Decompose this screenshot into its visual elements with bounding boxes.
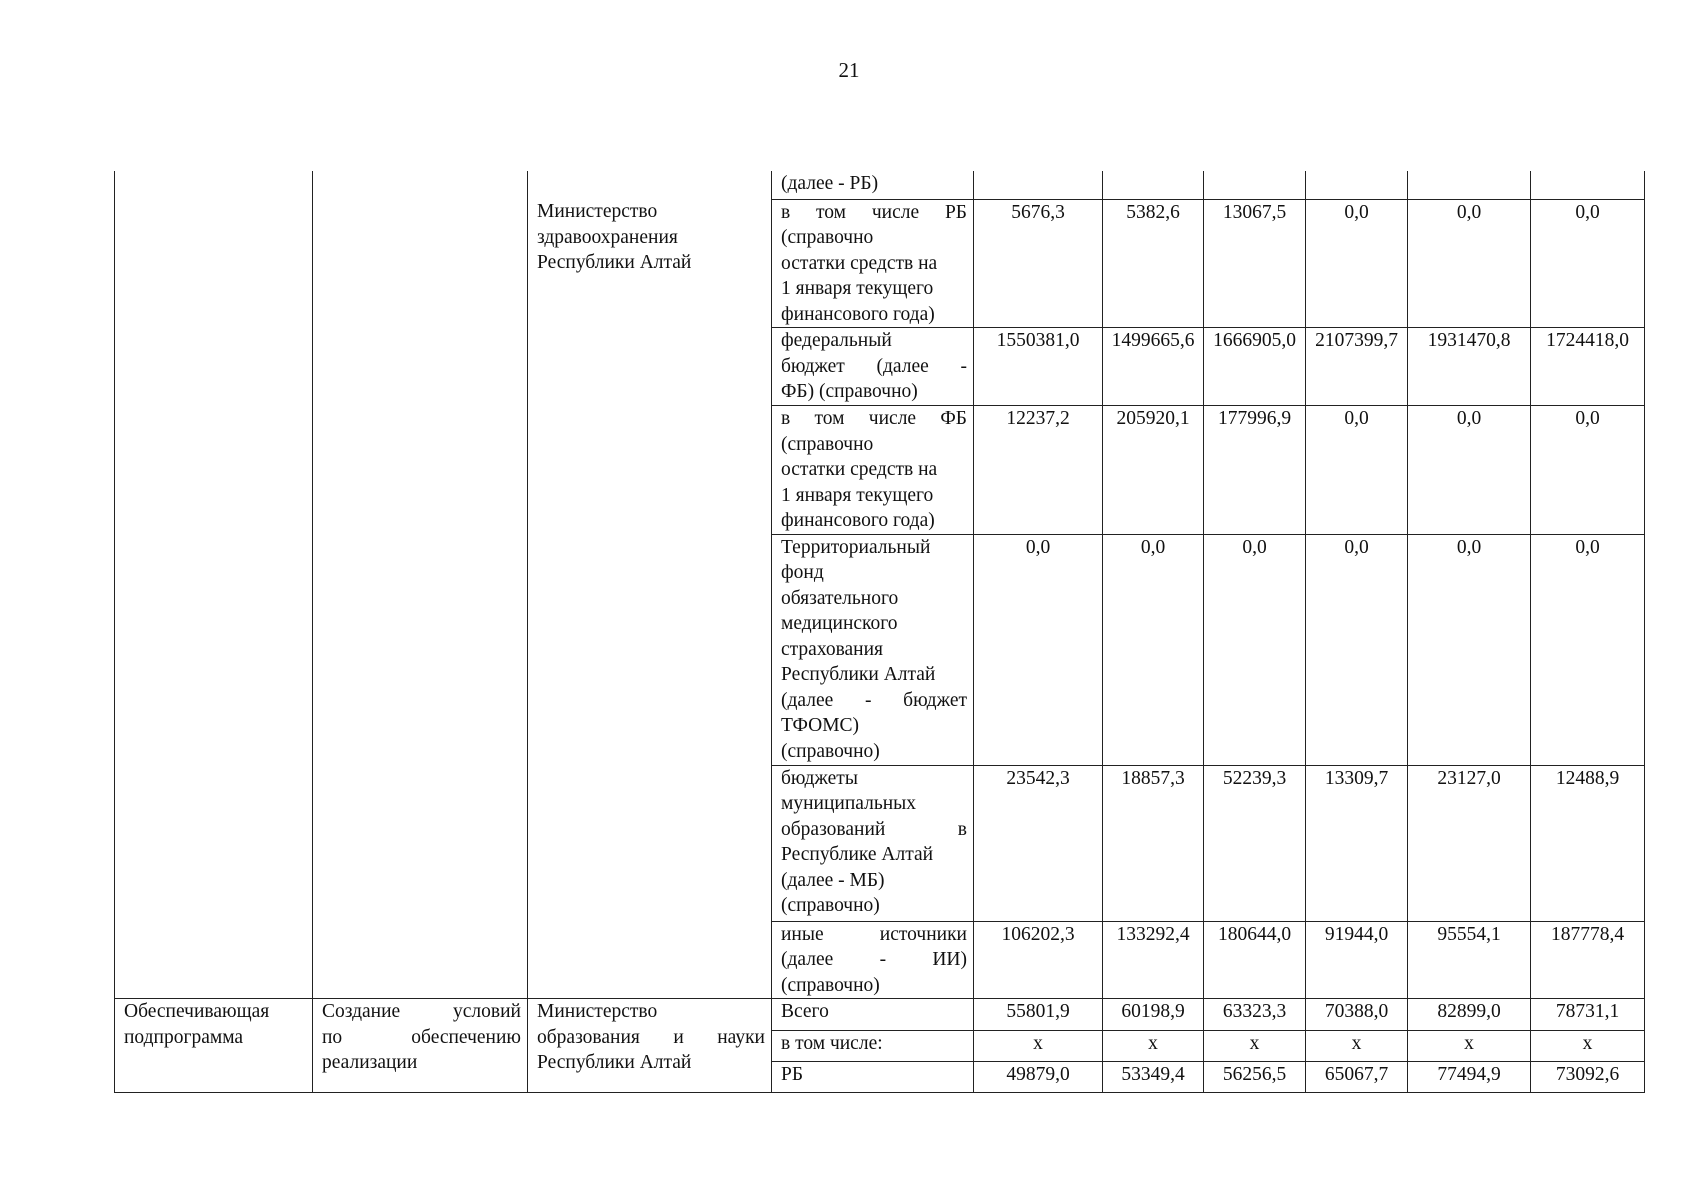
funding-source-line: (далее - бюджет bbox=[781, 689, 967, 711]
funding-source-cell bbox=[772, 534, 974, 765]
funding-source-line: (справочно) bbox=[781, 895, 880, 916]
funding-source-line: страхования bbox=[781, 638, 884, 660]
funding-source-line: (далее - ИИ) bbox=[781, 949, 967, 970]
value-cell-year-6: 78731,1 bbox=[1531, 999, 1645, 1031]
value-cell-year-5: 95554,1 bbox=[1408, 921, 1531, 999]
value-cell-year-5: 0,0 bbox=[1408, 406, 1531, 535]
funding-source-line: в том числе РБ bbox=[781, 201, 967, 223]
upper-block bbox=[115, 171, 1645, 999]
funding-source-cell bbox=[772, 328, 974, 406]
funding-source-line: бюджет (далее - bbox=[781, 355, 967, 377]
value-cell-year-5: 77494,9 bbox=[1408, 1062, 1531, 1093]
funding-source-line: (справочно bbox=[781, 227, 874, 248]
funding-source-line: (далее - РБ) bbox=[781, 173, 879, 194]
value-cell-year-4: 70388,0 bbox=[1306, 999, 1408, 1031]
measure-line: реализации bbox=[322, 1052, 418, 1073]
value-cell-year-6: 0,0 bbox=[1531, 406, 1645, 535]
measure-cell bbox=[313, 999, 528, 1093]
value-cell-year-6: 0,0 bbox=[1531, 534, 1645, 765]
funding-source-cell bbox=[772, 171, 974, 199]
funding-source-cell bbox=[772, 199, 974, 328]
value-cell-year-2: 0,0 bbox=[1103, 534, 1204, 765]
funding-source-line: (справочно) bbox=[781, 974, 880, 996]
organization-line: образования и науки bbox=[537, 1026, 765, 1048]
value-cell-year-5: 0,0 bbox=[1408, 199, 1531, 328]
funding-source-line: (справочно bbox=[781, 433, 874, 455]
value-cell-year-6: 187778,4 bbox=[1531, 921, 1645, 999]
funding-source-line: в том числе ФБ bbox=[781, 408, 967, 429]
funding-source-line: (далее - МБ) bbox=[781, 869, 885, 891]
funding-source-line: остатки средств на bbox=[781, 459, 938, 480]
value-cell-year-6: 12488,9 bbox=[1531, 765, 1645, 921]
value-cell-year-6: 0,0 bbox=[1531, 199, 1645, 328]
value-cell-year-4: 13309,7 bbox=[1306, 765, 1408, 921]
program-cell bbox=[115, 171, 313, 999]
value-cell-year-1: 106202,3 bbox=[974, 921, 1103, 999]
value-cell-year-1: х bbox=[974, 1031, 1103, 1062]
funding-source-line: (справочно) bbox=[781, 740, 880, 762]
value-cell-year-2: 133292,4 bbox=[1103, 921, 1204, 999]
value-cell-year-6: х bbox=[1531, 1031, 1645, 1062]
value-cell-year-6 bbox=[1531, 171, 1645, 199]
funding-source-line: ТФОМС) bbox=[781, 715, 860, 736]
value-cell-year-3: 13067,5 bbox=[1204, 199, 1306, 328]
value-cell-year-3 bbox=[1204, 171, 1306, 199]
funding-source-cell: РБ bbox=[772, 1062, 974, 1093]
organization-cell bbox=[528, 171, 772, 999]
value-cell-year-2 bbox=[1103, 171, 1204, 199]
value-cell-year-2: 53349,4 bbox=[1103, 1062, 1204, 1093]
organization-line: Министерство bbox=[537, 1001, 658, 1022]
measure-line: по обеспечению bbox=[322, 1026, 521, 1048]
value-cell-year-5: х bbox=[1408, 1031, 1531, 1062]
lower-block bbox=[115, 999, 1645, 1093]
measure-cell bbox=[313, 171, 528, 999]
value-cell-year-4: 91944,0 bbox=[1306, 921, 1408, 999]
value-cell-year-2: х bbox=[1103, 1031, 1204, 1062]
organization-cell bbox=[528, 999, 772, 1093]
organization-name: Министерство здравоохранения Республики Алтай bbox=[537, 201, 692, 273]
value-cell-year-4: 2107399,7 bbox=[1306, 328, 1408, 406]
value-cell-year-1: 12237,2 bbox=[974, 406, 1103, 535]
funding-source-cell bbox=[772, 765, 974, 921]
funding-source-line: образований в bbox=[781, 818, 967, 840]
value-cell-year-3: 1666905,0 bbox=[1204, 328, 1306, 406]
funding-source-line: иные источники bbox=[781, 923, 967, 945]
value-cell-year-4: 65067,7 bbox=[1306, 1062, 1408, 1093]
funding-source-line: финансового года) bbox=[781, 510, 935, 531]
funding-source-cell bbox=[772, 921, 974, 999]
value-cell-year-2: 18857,3 bbox=[1103, 765, 1204, 921]
value-cell-year-1: 23542,3 bbox=[974, 765, 1103, 921]
funding-source-cell: в том числе: bbox=[772, 1031, 974, 1062]
value-cell-year-5: 23127,0 bbox=[1408, 765, 1531, 921]
funding-source-line: Республике Алтай bbox=[781, 844, 934, 865]
funding-source-line: муниципальных bbox=[781, 793, 917, 814]
value-cell-year-5 bbox=[1408, 171, 1531, 199]
value-cell-year-5: 82899,0 bbox=[1408, 999, 1531, 1031]
value-cell-year-4: 0,0 bbox=[1306, 534, 1408, 765]
value-cell-year-3: 0,0 bbox=[1204, 534, 1306, 765]
funding-source-line: финансового года) bbox=[781, 303, 935, 325]
organization-line: Республики Алтай bbox=[537, 1052, 692, 1073]
value-cell-year-3: 177996,9 bbox=[1204, 406, 1306, 535]
value-cell-year-3: х bbox=[1204, 1031, 1306, 1062]
value-cell-year-2: 1499665,6 bbox=[1103, 328, 1204, 406]
value-cell-year-1: 0,0 bbox=[974, 534, 1103, 765]
value-cell-year-4: х bbox=[1306, 1031, 1408, 1062]
value-cell-year-4: 0,0 bbox=[1306, 406, 1408, 535]
table-row bbox=[115, 171, 1645, 199]
value-cell-year-1: 49879,0 bbox=[974, 1062, 1103, 1093]
measure-line: Создание условий bbox=[322, 1001, 521, 1022]
program-cell bbox=[115, 999, 313, 1093]
value-cell-year-5: 0,0 bbox=[1408, 534, 1531, 765]
value-cell-year-1: 1550381,0 bbox=[974, 328, 1103, 406]
value-cell-year-5: 1931470,8 bbox=[1408, 328, 1531, 406]
funding-source-line: Территориальный bbox=[781, 536, 931, 558]
value-cell-year-6: 73092,6 bbox=[1531, 1062, 1645, 1093]
value-cell-year-3: 63323,3 bbox=[1204, 999, 1306, 1031]
funding-source-line: федеральный bbox=[781, 330, 892, 351]
funding-source-line: фонд bbox=[781, 562, 824, 583]
page-number: 21 bbox=[838, 58, 860, 82]
value-cell-year-3: 56256,5 bbox=[1204, 1062, 1306, 1093]
program-name: Обеспечивающая подпрограмма bbox=[124, 1001, 270, 1048]
value-cell-year-2: 205920,1 bbox=[1103, 406, 1204, 535]
value-cell-year-2: 5382,6 bbox=[1103, 199, 1204, 328]
funding-source-cell: Всего bbox=[772, 999, 974, 1031]
funding-source-line: медицинского bbox=[781, 613, 898, 634]
value-cell-year-1: 55801,9 bbox=[974, 999, 1103, 1031]
value-cell-year-1: 5676,3 bbox=[974, 199, 1103, 328]
funding-source-line: ФБ) (справочно) bbox=[781, 381, 918, 402]
value-cell-year-6: 1724418,0 bbox=[1531, 328, 1645, 406]
funding-table bbox=[114, 171, 1645, 1093]
table-row bbox=[115, 999, 1645, 1031]
value-cell-year-2: 60198,9 bbox=[1103, 999, 1204, 1031]
value-cell-year-3: 180644,0 bbox=[1204, 921, 1306, 999]
value-cell-year-4: 0,0 bbox=[1306, 199, 1408, 328]
funding-source-line: остатки средств на bbox=[781, 252, 938, 274]
funding-source-line: 1 января текущего bbox=[781, 278, 934, 299]
funding-source-line: обязательного bbox=[781, 587, 899, 609]
funding-source-line: Республики Алтай bbox=[781, 664, 936, 685]
value-cell-year-4 bbox=[1306, 171, 1408, 199]
funding-source-line: бюджеты bbox=[781, 767, 858, 789]
value-cell-year-1 bbox=[974, 171, 1103, 199]
funding-source-cell bbox=[772, 406, 974, 535]
funding-source-line: 1 января текущего bbox=[781, 484, 934, 506]
value-cell-year-3: 52239,3 bbox=[1204, 765, 1306, 921]
